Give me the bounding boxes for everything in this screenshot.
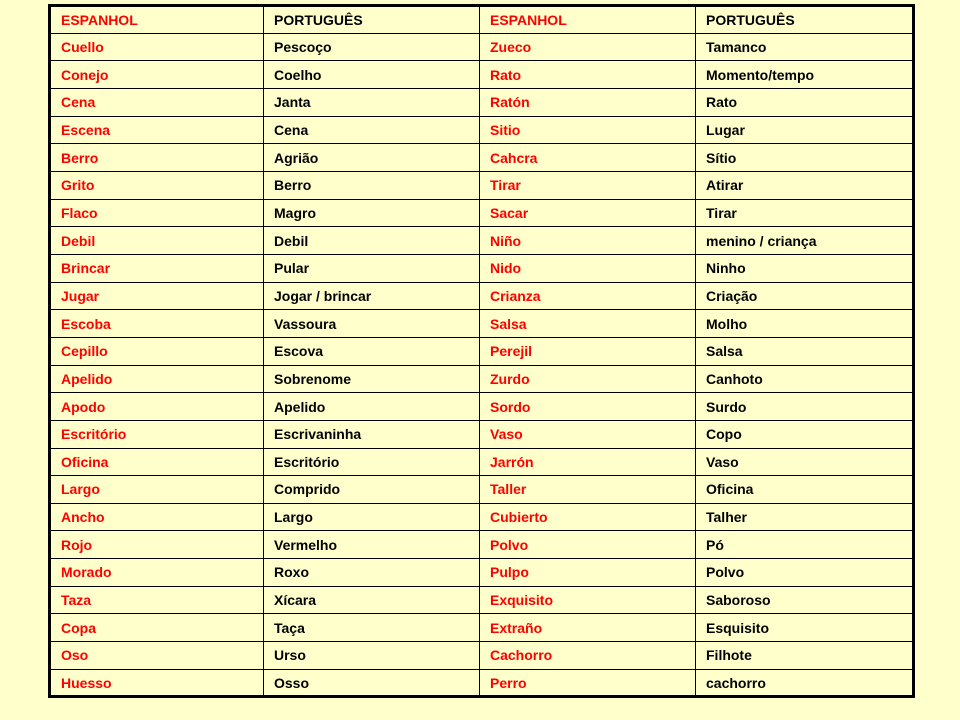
portuguese-word-cell: Urso (264, 642, 480, 670)
spanish-word-cell: Pulpo (480, 559, 696, 587)
table-row (50, 559, 914, 587)
portuguese-word-cell: Taça (264, 614, 480, 642)
spanish-word-cell: Cachorro (480, 642, 696, 670)
portuguese-word-cell: Osso (264, 669, 480, 697)
spanish-word-cell: Extraño (480, 614, 696, 642)
table-row (50, 310, 914, 338)
header-spanish-2: ESPANHOL (480, 6, 696, 34)
portuguese-word-cell: Tirar (696, 199, 914, 227)
spanish-word-cell: Tirar (480, 171, 696, 199)
spanish-word-cell: Conejo (50, 61, 264, 89)
spanish-word-cell: Cena (50, 88, 264, 116)
vocabulary-table-body (50, 6, 914, 697)
portuguese-word-cell: Pular (264, 254, 480, 282)
portuguese-word-cell: Largo (264, 503, 480, 531)
portuguese-word-cell: menino / criança (696, 227, 914, 255)
portuguese-word-cell: Escrivaninha (264, 420, 480, 448)
spanish-word-cell: Polvo (480, 531, 696, 559)
table-row (50, 476, 914, 504)
spanish-word-cell: Crianza (480, 282, 696, 310)
spanish-word-cell: Ratón (480, 88, 696, 116)
portuguese-word-cell: Escritório (264, 448, 480, 476)
portuguese-word-cell: Sobrenome (264, 365, 480, 393)
spanish-word-cell: Huesso (50, 669, 264, 697)
portuguese-word-cell: Momento/tempo (696, 61, 914, 89)
table-row (50, 33, 914, 61)
portuguese-word-cell: Atirar (696, 171, 914, 199)
spanish-word-cell: Salsa (480, 310, 696, 338)
portuguese-word-cell: Coelho (264, 61, 480, 89)
table-row (50, 144, 914, 172)
portuguese-word-cell: Vermelho (264, 531, 480, 559)
table-row (50, 88, 914, 116)
spanish-word-cell: Brincar (50, 254, 264, 282)
spanish-word-cell: Zueco (480, 33, 696, 61)
spanish-word-cell: Oso (50, 642, 264, 670)
spanish-word-cell: Apelido (50, 365, 264, 393)
spanish-word-cell: Copa (50, 614, 264, 642)
table-row (50, 61, 914, 89)
portuguese-word-cell: Debil (264, 227, 480, 255)
portuguese-word-cell: Tamanco (696, 33, 914, 61)
portuguese-word-cell: Cena (264, 116, 480, 144)
spanish-word-cell: Escoba (50, 310, 264, 338)
table-row (50, 282, 914, 310)
table-row (50, 642, 914, 670)
portuguese-word-cell: cachorro (696, 669, 914, 697)
table-row (50, 420, 914, 448)
portuguese-word-cell: Filhote (696, 642, 914, 670)
table-row (50, 393, 914, 421)
portuguese-word-cell: Oficina (696, 476, 914, 504)
portuguese-word-cell: Agrião (264, 144, 480, 172)
portuguese-word-cell: Criação (696, 282, 914, 310)
spanish-word-cell: Niño (480, 227, 696, 255)
portuguese-word-cell: Apelido (264, 393, 480, 421)
portuguese-word-cell: Lugar (696, 116, 914, 144)
portuguese-word-cell: Comprido (264, 476, 480, 504)
spanish-word-cell: Apodo (50, 393, 264, 421)
table-row (50, 199, 914, 227)
spanish-word-cell: Cuello (50, 33, 264, 61)
spanish-word-cell: Cubierto (480, 503, 696, 531)
spanish-word-cell: Jarrón (480, 448, 696, 476)
spanish-word-cell: Exquisito (480, 586, 696, 614)
table-row (50, 503, 914, 531)
portuguese-word-cell: Vaso (696, 448, 914, 476)
portuguese-word-cell: Rato (696, 88, 914, 116)
portuguese-word-cell: Pescoço (264, 33, 480, 61)
header-spanish-1: ESPANHOL (50, 6, 264, 34)
portuguese-word-cell: Canhoto (696, 365, 914, 393)
table-row (50, 365, 914, 393)
spanish-word-cell: Sordo (480, 393, 696, 421)
vocabulary-table (48, 4, 915, 698)
portuguese-word-cell: Talher (696, 503, 914, 531)
spanish-word-cell: Taller (480, 476, 696, 504)
table-row (50, 171, 914, 199)
table-row (50, 337, 914, 365)
table-row (50, 227, 914, 255)
spanish-word-cell: Escena (50, 116, 264, 144)
spanish-word-cell: Cahcra (480, 144, 696, 172)
portuguese-word-cell: Vassoura (264, 310, 480, 338)
spanish-word-cell: Cepillo (50, 337, 264, 365)
spanish-word-cell: Debil (50, 227, 264, 255)
portuguese-word-cell: Janta (264, 88, 480, 116)
spanish-word-cell: Escritório (50, 420, 264, 448)
header-portuguese-1: PORTUGUÊS (264, 6, 480, 34)
portuguese-word-cell: Jogar / brincar (264, 282, 480, 310)
portuguese-word-cell: Salsa (696, 337, 914, 365)
spanish-word-cell: Zurdo (480, 365, 696, 393)
portuguese-word-cell: Saboroso (696, 586, 914, 614)
portuguese-word-cell: Xícara (264, 586, 480, 614)
table-row (50, 586, 914, 614)
portuguese-word-cell: Esquisito (696, 614, 914, 642)
spanish-word-cell: Jugar (50, 282, 264, 310)
portuguese-word-cell: Escova (264, 337, 480, 365)
spanish-word-cell: Grito (50, 171, 264, 199)
portuguese-word-cell: Polvo (696, 559, 914, 587)
table-row (50, 448, 914, 476)
portuguese-word-cell: Molho (696, 310, 914, 338)
portuguese-word-cell: Berro (264, 171, 480, 199)
spanish-word-cell: Rato (480, 61, 696, 89)
header-portuguese-2: PORTUGUÊS (696, 6, 914, 34)
spanish-word-cell: Ancho (50, 503, 264, 531)
spanish-word-cell: Vaso (480, 420, 696, 448)
table-row (50, 254, 914, 282)
spanish-word-cell: Taza (50, 586, 264, 614)
table-header-row (50, 6, 914, 34)
portuguese-word-cell: Surdo (696, 393, 914, 421)
portuguese-word-cell: Magro (264, 199, 480, 227)
portuguese-word-cell: Copo (696, 420, 914, 448)
spanish-word-cell: Perejil (480, 337, 696, 365)
portuguese-word-cell: Roxo (264, 559, 480, 587)
table-row (50, 669, 914, 697)
table-row (50, 614, 914, 642)
spanish-word-cell: Perro (480, 669, 696, 697)
portuguese-word-cell: Ninho (696, 254, 914, 282)
portuguese-word-cell: Sítio (696, 144, 914, 172)
spanish-word-cell: Morado (50, 559, 264, 587)
spanish-word-cell: Flaco (50, 199, 264, 227)
spanish-word-cell: Sitio (480, 116, 696, 144)
spanish-word-cell: Berro (50, 144, 264, 172)
spanish-word-cell: Oficina (50, 448, 264, 476)
spanish-word-cell: Sacar (480, 199, 696, 227)
table-row (50, 531, 914, 559)
table-row (50, 116, 914, 144)
spanish-word-cell: Nido (480, 254, 696, 282)
spanish-word-cell: Largo (50, 476, 264, 504)
spanish-word-cell: Rojo (50, 531, 264, 559)
portuguese-word-cell: Pó (696, 531, 914, 559)
